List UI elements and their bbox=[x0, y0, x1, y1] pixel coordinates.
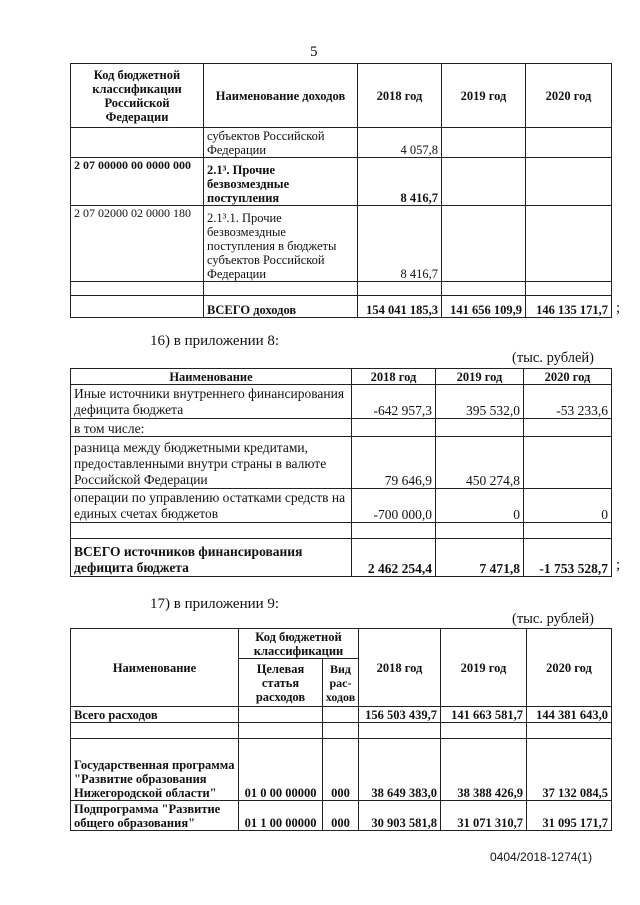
cell-name bbox=[71, 523, 352, 539]
cell-2020 bbox=[524, 419, 612, 437]
col-2019: 2019 год bbox=[436, 369, 524, 385]
cell-2019: 31 071 310,7 bbox=[441, 801, 527, 831]
cell-2020 bbox=[526, 128, 612, 158]
cell-2018: 8 416,7 bbox=[358, 158, 442, 206]
cell-name: Государственная программа "Развитие образования Нижегородской области" bbox=[71, 739, 239, 801]
table-row bbox=[71, 206, 612, 282]
table-row-total bbox=[71, 707, 612, 723]
cell-2018: 79 646,9 bbox=[352, 437, 436, 489]
col-name: Наименование bbox=[71, 629, 239, 707]
cell-target bbox=[239, 723, 323, 739]
section-16-heading: 16) в приложении 8: bbox=[150, 333, 280, 349]
cell-2018: 30 903 581,8 bbox=[359, 801, 441, 831]
cell-name: 2.1³.1. Прочие безвозмездные поступления в бюджеты субъектов Российской Федерации bbox=[204, 206, 358, 282]
cell-2018 bbox=[352, 419, 436, 437]
cell-name bbox=[204, 282, 358, 296]
cell-2019: 141 663 581,7 bbox=[441, 707, 527, 723]
col-name: Наименование доходов bbox=[204, 64, 358, 128]
cell-2018: 2 462 254,4 bbox=[352, 539, 436, 577]
table-row bbox=[71, 282, 612, 296]
cell-2018: 156 503 439,7 bbox=[359, 707, 441, 723]
cell-2018 bbox=[359, 723, 441, 739]
cell-kind bbox=[323, 707, 359, 723]
col-2018: 2018 год bbox=[352, 369, 436, 385]
document-code: 0404/2018-1274(1) bbox=[490, 850, 593, 864]
cell-2018: -700 000,0 bbox=[352, 489, 436, 523]
cell-2018: 38 649 383,0 bbox=[359, 739, 441, 801]
income-table bbox=[70, 63, 612, 318]
cell-2019 bbox=[436, 419, 524, 437]
col-target: Целевая статья расходов bbox=[239, 659, 323, 707]
table-row bbox=[71, 437, 612, 489]
cell-2019: 0 bbox=[436, 489, 524, 523]
cell-2019 bbox=[442, 128, 526, 158]
cell-name: Подпрограмма "Развитие общего образования" bbox=[71, 801, 239, 831]
cell-2018: 8 416,7 bbox=[358, 206, 442, 282]
table-row bbox=[71, 385, 612, 419]
cell-2020: 144 381 643,0 bbox=[527, 707, 612, 723]
table-row bbox=[71, 158, 612, 206]
col-code: Код бюджетной классификации Российской Федерации bbox=[71, 64, 204, 128]
expenses-table bbox=[70, 628, 612, 831]
cell-2018: 154 041 185,3 bbox=[358, 296, 442, 318]
cell-2019: 395 532,0 bbox=[436, 385, 524, 419]
page-number: 5 bbox=[310, 44, 318, 60]
cell-name: ВСЕГО источников финансирования дефицита бюджета bbox=[71, 539, 352, 577]
cell-name: операции по управлению остатками средств на единых счетах бюджетов bbox=[71, 489, 352, 523]
table-row-total bbox=[71, 296, 612, 318]
cell-target: 01 0 00 00000 bbox=[239, 739, 323, 801]
col-2018: 2018 год bbox=[358, 64, 442, 128]
cell-2019 bbox=[442, 158, 526, 206]
cell-kind: 000 bbox=[323, 739, 359, 801]
cell-name bbox=[71, 723, 239, 739]
cell-2019: 450 274,8 bbox=[436, 437, 524, 489]
cell-2019: 7 471,8 bbox=[436, 539, 524, 577]
cell-2020 bbox=[524, 437, 612, 489]
section-17-unit: (тыс. рублей) bbox=[512, 611, 594, 627]
col-code-group: Код бюджетной классификации bbox=[239, 629, 359, 659]
cell-name: субъектов Российской Федерации bbox=[204, 128, 358, 158]
cell-2019 bbox=[442, 206, 526, 282]
table-row bbox=[71, 739, 612, 801]
cell-name: в том числе: bbox=[71, 419, 352, 437]
cell-name: 2.1³. Прочие безвозмездные поступления bbox=[204, 158, 358, 206]
cell-name: Всего расходов bbox=[71, 707, 239, 723]
cell-2019 bbox=[436, 523, 524, 539]
sources-table bbox=[70, 368, 612, 577]
col-2020: 2020 год bbox=[526, 64, 612, 128]
table-row bbox=[71, 489, 612, 523]
section-17-heading: 17) в приложении 9: bbox=[150, 596, 280, 612]
cell-name: ВСЕГО доходов bbox=[204, 296, 358, 318]
cell-code: 2 07 00000 00 0000 000 bbox=[71, 158, 204, 206]
cell-target bbox=[239, 707, 323, 723]
table-row bbox=[71, 128, 612, 158]
cell-2018 bbox=[358, 282, 442, 296]
trailing-semicolon: ; bbox=[616, 300, 621, 316]
cell-2020 bbox=[526, 206, 612, 282]
cell-code bbox=[71, 128, 204, 158]
col-2019: 2019 год bbox=[441, 629, 527, 707]
table-row bbox=[71, 801, 612, 831]
cell-2020: 0 bbox=[524, 489, 612, 523]
table-row bbox=[71, 523, 612, 539]
cell-2018: 4 057,8 bbox=[358, 128, 442, 158]
cell-kind bbox=[323, 723, 359, 739]
col-name: Наименование bbox=[71, 369, 352, 385]
cell-2019: 38 388 426,9 bbox=[441, 739, 527, 801]
cell-2020: 31 095 171,7 bbox=[527, 801, 612, 831]
table-row bbox=[71, 723, 612, 739]
cell-2018: -642 957,3 bbox=[352, 385, 436, 419]
cell-code: 2 07 02000 02 0000 180 bbox=[71, 206, 204, 282]
section-16-unit: (тыс. рублей) bbox=[512, 350, 594, 366]
cell-kind: 000 bbox=[323, 801, 359, 831]
col-2020: 2020 год bbox=[524, 369, 612, 385]
cell-2020 bbox=[527, 723, 612, 739]
cell-code bbox=[71, 296, 204, 318]
cell-2020 bbox=[526, 282, 612, 296]
cell-name: разница между бюджетными кредитами, предоставленными внутри страны в валюте Российской Федерации bbox=[71, 437, 352, 489]
table-row-total bbox=[71, 539, 612, 577]
col-2019: 2019 год bbox=[442, 64, 526, 128]
cell-2020: -53 233,6 bbox=[524, 385, 612, 419]
cell-2020 bbox=[526, 158, 612, 206]
cell-2018 bbox=[352, 523, 436, 539]
cell-name: Иные источники внутреннего финансирования дефицита бюджета bbox=[71, 385, 352, 419]
col-2018: 2018 год bbox=[359, 629, 441, 707]
col-kind: Вид рас-ходов bbox=[323, 659, 359, 707]
cell-2019 bbox=[441, 723, 527, 739]
cell-target: 01 1 00 00000 bbox=[239, 801, 323, 831]
cell-2020: 146 135 171,7 bbox=[526, 296, 612, 318]
cell-2020: 37 132 084,5 bbox=[527, 739, 612, 801]
cell-2019: 141 656 109,9 bbox=[442, 296, 526, 318]
table-row bbox=[71, 419, 612, 437]
trailing-semicolon: ; bbox=[616, 557, 621, 573]
cell-2019 bbox=[442, 282, 526, 296]
cell-code bbox=[71, 282, 204, 296]
col-2020: 2020 год bbox=[527, 629, 612, 707]
cell-2020 bbox=[524, 523, 612, 539]
cell-2020: -1 753 528,7 bbox=[524, 539, 612, 577]
